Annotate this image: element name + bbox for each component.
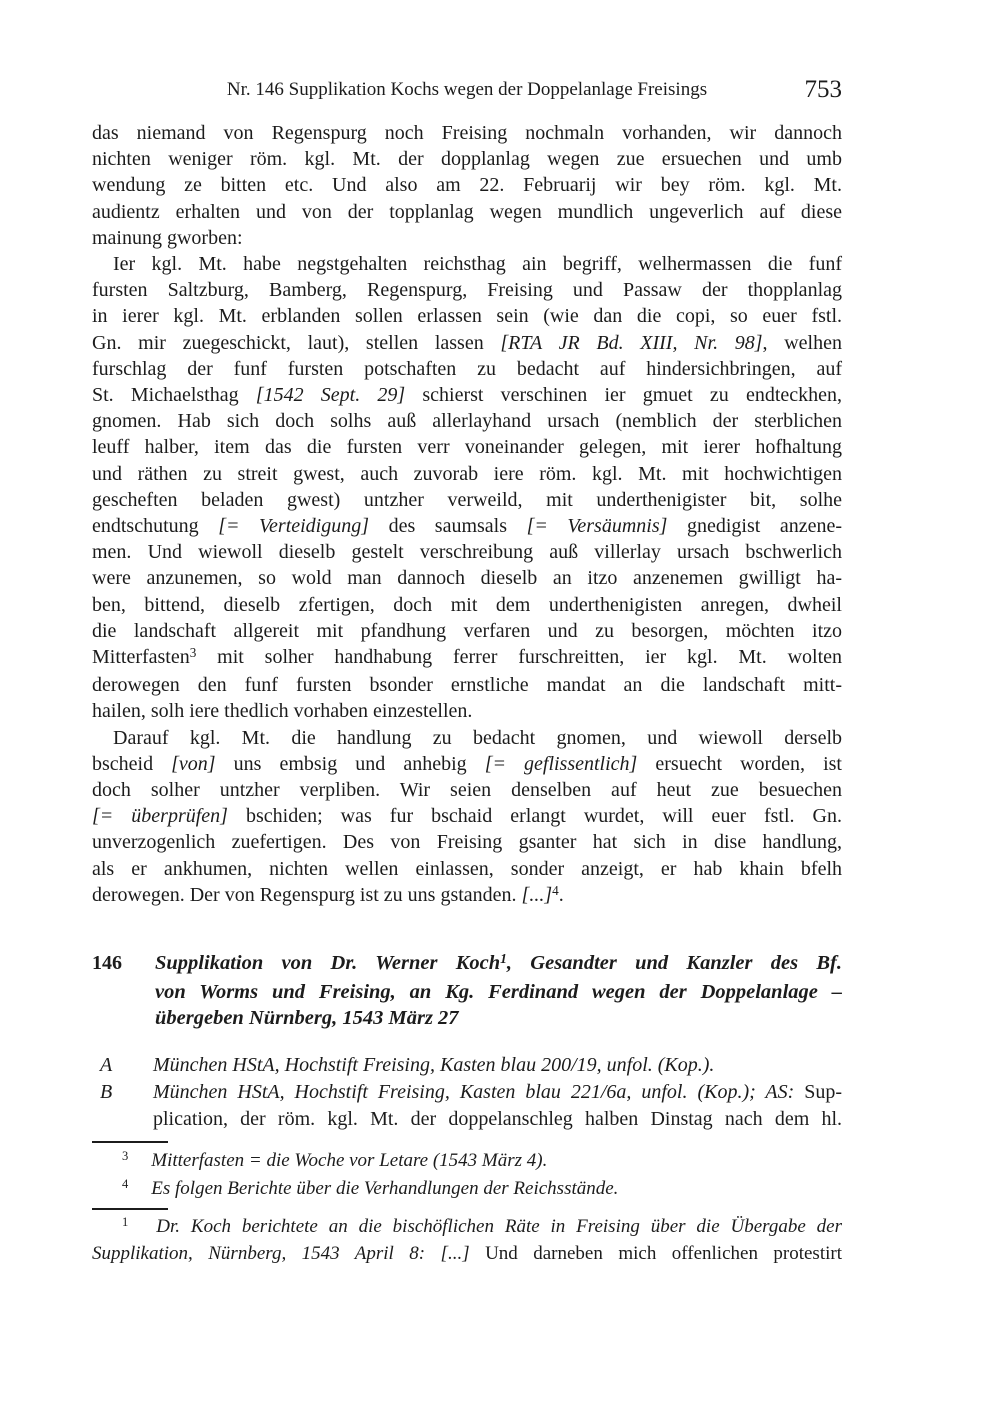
body-line — [92, 487, 842, 513]
text-segment: Sup- — [804, 1080, 842, 1103]
text-segment: Es folgen Berichte über die Verhandlungen der Reichsstände. — [151, 1177, 619, 1199]
body-line — [92, 172, 842, 198]
body-line — [92, 277, 842, 303]
text-segment: nichten weniger röm. kgl. Mt. der dopplanlag wegen zue ersuechen und umb — [92, 148, 842, 171]
body-line — [92, 644, 842, 672]
text-segment: leuff halber, item das die fursten verr voneinander gelegen, mit ierer hofhaltung — [92, 436, 842, 459]
text-segment: audientz erhalten und von der topplanlag wegen mundlich ungeverlich auf diese — [92, 200, 842, 223]
footnote-line — [92, 1148, 842, 1176]
body-line — [92, 777, 842, 803]
footnote-rule-1 — [92, 1141, 168, 1143]
source-list — [92, 1052, 842, 1132]
text-segment: doch solher untzher verpliben. Wir seien denselben auf heut zue besuechen — [92, 779, 842, 802]
source-content — [153, 1079, 842, 1133]
text-segment: [RTA JR Bd. XIII, Nr. 98] — [500, 331, 763, 354]
text-segment: plication, der röm. kgl. Mt. der doppelanschleg halben Dinstag nach dem hl. — [153, 1107, 842, 1130]
text-segment: [von] — [171, 752, 216, 775]
source-row — [92, 1052, 842, 1079]
superscript-marker: 4 — [552, 882, 559, 898]
text-segment: endtschutung — [92, 515, 219, 538]
body-line — [92, 803, 842, 829]
body-line — [92, 461, 842, 487]
text-segment: die landschaft allgereit mit pfandhung verfaren und zu besorgen, möchten itzo — [92, 619, 842, 642]
body-line — [92, 199, 842, 225]
body-line — [92, 146, 842, 172]
footnote-line — [92, 1214, 842, 1241]
body-text — [92, 120, 842, 910]
text-segment: Mitterfasten — [92, 646, 190, 669]
text-segment: Gn. mir zuegeschickt, laut), stellen lassen — [92, 331, 501, 354]
text-segment: Ier kgl. Mt. habe negstgehalten reichsthag ain begriff, welhermassen die funf — [113, 253, 842, 276]
running-title: Nr. 146 Supplikation Kochs wegen der Doppelanlage Freisings — [226, 79, 708, 100]
body-line — [92, 882, 842, 910]
text-segment: , welhen — [762, 331, 842, 354]
text-segment: Und darneben mich offenlichen protestirt — [485, 1243, 842, 1264]
text-segment: [= geflissentlich] — [484, 752, 638, 775]
entry-number: 146 — [92, 952, 122, 974]
text-segment: Supplikation, Nürnberg, 1543 April 8: [...] — [92, 1243, 486, 1264]
entry-title-line — [155, 950, 842, 979]
superscript-marker: 1 — [500, 950, 507, 966]
text-segment: were anzunemen, so wold man dannoch dieselb an itzo anzenemen gwilligt ha- — [92, 567, 842, 590]
text-segment: das niemand von Regenspurg noch Freising nochmaln vorhanden, wir dannoch — [92, 122, 842, 144]
body-line — [92, 330, 842, 356]
text-segment: wendung ze bitten etc. Und also am 22. Februarij wir bey röm. kgl. Mt. — [92, 174, 842, 197]
text-segment: ersuecht worden, ist — [637, 752, 842, 775]
text-segment: [= Verteidigung] — [218, 515, 370, 538]
footnote-line — [92, 1241, 842, 1267]
text-segment: Mitterfasten = die Woche vor Letare (1543 März 4). — [151, 1150, 548, 1171]
text-segment: , Gesandter und Kanzler des Bf. — [506, 952, 842, 974]
body-line — [92, 251, 842, 277]
body-line — [92, 751, 842, 777]
footnote-rule-2 — [92, 1208, 168, 1210]
body-line — [92, 382, 842, 408]
text-segment: ben, bittend, dieselb zfertigen, doch mit dem underthenigisten anregen, dwheil — [92, 593, 842, 616]
footnotes-group-2 — [92, 1214, 842, 1267]
source-line — [153, 1106, 842, 1133]
entry-heading — [92, 950, 842, 1032]
text-segment: als er ankhumen, nichten wellen einlassen, sonder anzeigt, er hab khain bfelh — [92, 857, 842, 880]
body-line — [92, 539, 842, 565]
text-segment: derowegen. Der von Regenspurg ist zu uns gstanden. — [92, 883, 522, 906]
text-segment: des saumsals — [369, 515, 527, 538]
text-segment: St. Michaelsthag — [92, 384, 256, 407]
text-segment: und räthen zu streit gwest, auch zuvorab iere röm. kgl. Mt. mit hochwichtigen — [92, 462, 842, 485]
footnote-number: 1 — [122, 1215, 129, 1230]
text-segment: in ierer kgl. Mt. erblanden sollen erlassen sein (wie dan die copi, so euer fstl. — [92, 305, 842, 328]
source-content — [153, 1052, 842, 1079]
text-segment: furschlag der funf fursten potschaften zu bedacht auf hindersichbringen, auf — [92, 357, 842, 380]
text-segment: bschiden; was fur bschaid erlangt wurdet, will euer fstl. Gn. — [227, 805, 842, 828]
entry-title-line — [155, 1005, 842, 1032]
superscript-marker: 3 — [189, 645, 197, 661]
text-segment: [1542 Sept. 29] — [255, 384, 406, 407]
body-line — [92, 408, 842, 434]
source-siglum: A — [100, 1054, 113, 1076]
text-segment: mainung gworben: — [92, 226, 243, 249]
text-segment: Dr. Koch berichtete an die bischöflichen Räte in Freising über die Übergabe der — [156, 1216, 842, 1237]
footnote-number: 4 — [122, 1176, 129, 1191]
text-segment: übergeben Nürnberg, 1543 März 27 — [155, 1007, 459, 1029]
body-line — [92, 829, 842, 855]
text-segment: Darauf kgl. Mt. die handlung zu bedacht gnomen, und wiewoll derselb — [113, 726, 842, 749]
body-line — [92, 592, 842, 618]
body-line — [92, 120, 842, 146]
footnote-line — [92, 1176, 842, 1204]
text-segment: München HStA, Hochstift Freising, Kasten blau 221/6a, unfol. (Kop.); AS: — [153, 1080, 805, 1103]
footnotes-group-1 — [92, 1148, 842, 1203]
body-line — [92, 513, 842, 539]
text-segment: schierst verschinen ier gmuet zu endteckhen, — [405, 384, 843, 407]
text-segment: gnedigist anzene- — [667, 515, 842, 538]
text-segment: fursten Saltzburg, Bamberg, Regenspurg, Freising und Passaw der thopplanlag — [92, 279, 842, 302]
entry-title-line — [155, 979, 842, 1006]
text-segment: mit solher handhabung ferrer furschreitten, ier kgl. Mt. wolten — [196, 646, 842, 669]
text-segment: men. Und wiewoll dieselb gestelt verschreibung auß villerlay ursach bschwerlich — [92, 541, 842, 564]
body-line — [92, 225, 842, 251]
body-line — [92, 565, 842, 591]
source-line — [153, 1052, 842, 1079]
body-line — [92, 725, 842, 751]
text-segment: [...] — [521, 883, 553, 906]
page-header — [92, 74, 842, 108]
source-siglum: B — [100, 1080, 113, 1103]
footnote-number: 3 — [122, 1149, 129, 1164]
body-line — [92, 303, 842, 329]
body-line — [92, 698, 842, 724]
body-line — [92, 618, 842, 644]
body-line — [92, 672, 842, 698]
text-segment: unverzogenlich zuefertigen. Des von Freising gsanter hat sich in dise handlung, — [92, 831, 842, 854]
text-segment: derowegen den funf fursten bsonder ernstliche mandat an die landschaft mitt- — [92, 674, 842, 697]
text-segment: von Worms und Freising, an Kg. Ferdinand wegen der Doppelanlage – — [155, 980, 842, 1003]
text-segment: . — [558, 883, 564, 906]
text-segment: Supplikation von Dr. Werner Koch — [155, 952, 501, 974]
source-row — [92, 1079, 842, 1133]
body-line — [92, 434, 842, 460]
body-line — [92, 856, 842, 882]
text-segment: [= Versäumnis] — [526, 515, 668, 538]
text-segment: hailen, solh iere thedlich vorhaben einzestellen. — [92, 700, 473, 723]
text-segment: [= überprüfen] — [92, 805, 228, 828]
text-segment: München HStA, Hochstift Freising, Kasten blau 200/19, unfol. (Kop.). — [153, 1054, 715, 1076]
entry-title — [155, 950, 842, 1032]
text-segment: gnomen. Hab sich doch solhs auß allerlayhand ursach (nemblich der sterblichen — [92, 410, 842, 433]
body-line — [92, 356, 842, 382]
source-line — [153, 1079, 842, 1106]
text-segment: uns embsig und anhebig — [215, 752, 485, 775]
text-segment: bscheid — [92, 752, 172, 775]
text-segment: gescheften beladen gwest) untzher verweild, mit underthenigister bit, solhe — [92, 488, 842, 511]
page-number: 753 — [804, 76, 842, 103]
